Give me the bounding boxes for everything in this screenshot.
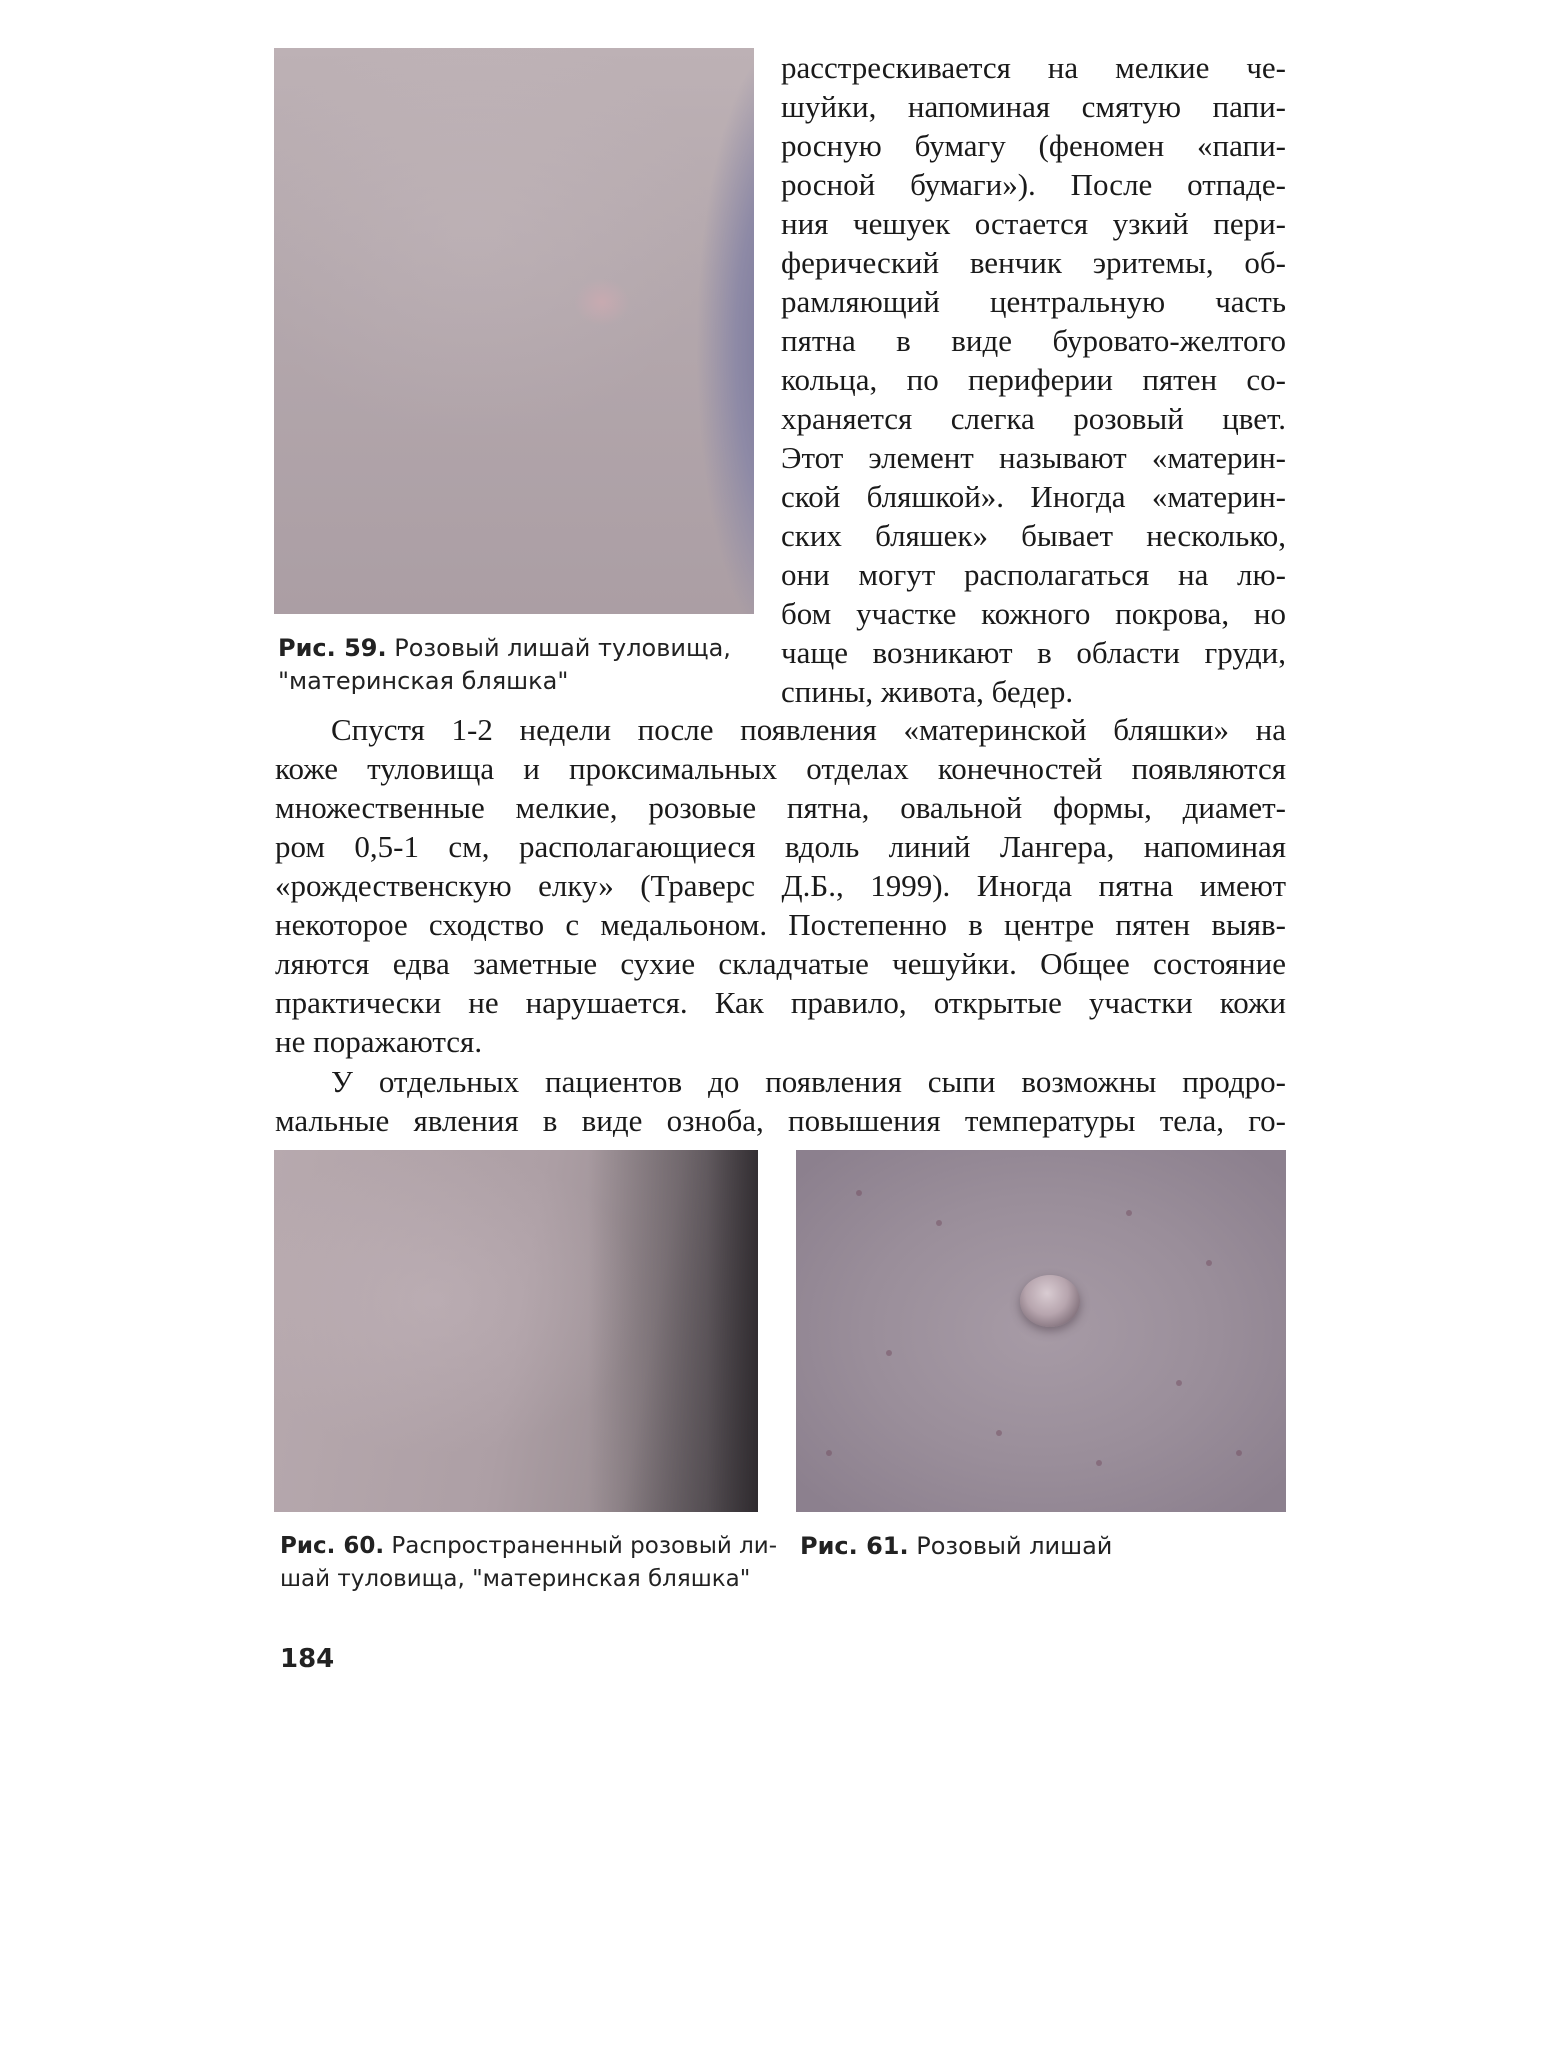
column-line: спины, живота, бедер. (781, 674, 1074, 709)
rash-spot (1126, 1210, 1132, 1216)
rash-spot (856, 1190, 862, 1196)
rash-spot (936, 1220, 942, 1226)
figure-59-caption (278, 632, 731, 698)
paragraph-line: «рождественскую елку» (Траверс Д.Б., 1999). Иногда пятна имеют (275, 868, 1286, 903)
figure-59-caption-line2: "материнская бляшка" (278, 667, 569, 695)
figure-60-caption (280, 1530, 777, 1596)
figure-60-caption-text1: Распространенный розовый ли- (391, 1533, 778, 1559)
navel-shape (1020, 1275, 1080, 1327)
figure-59-caption-text1: Розовый лишай туловища, (394, 634, 731, 662)
column-line: ской бляшкой». Иногда «материн- (781, 479, 1286, 514)
column-line: чаще возникают в области груди, (781, 635, 1286, 670)
column-line: бом участке кожного покрова, но (781, 596, 1286, 631)
paragraph-line: мальные явления в виде озноба, повышения температуры тела, го- (275, 1103, 1286, 1138)
figure-61-caption-text1: Розовый лишай (916, 1532, 1113, 1560)
figure-60-photo (274, 1150, 758, 1512)
rash-spot (1206, 1260, 1212, 1266)
figure-60-shadow (588, 1150, 758, 1512)
rash-spot (1236, 1450, 1242, 1456)
rash-spot (1096, 1460, 1102, 1466)
paragraph-2 (275, 1062, 1286, 1140)
figure-61-caption-line1 (800, 1530, 1112, 1563)
rash-spot (996, 1430, 1002, 1436)
column-line: росной бумаги»). После отпаде- (781, 167, 1286, 202)
column-line: кольца, по периферии пятен со- (781, 362, 1286, 397)
figure-59-shadow (644, 48, 754, 614)
paragraph-line: некоторое сходство с медальоном. Постепенно в центре пятен выяв- (275, 907, 1286, 942)
figure-60-caption-line1 (280, 1530, 777, 1563)
paragraph-line: практически не нарушается. Как правило, открытые участки кожи (275, 985, 1286, 1020)
paragraph-1 (275, 710, 1286, 1061)
column-line: храняется слегка розовый цвет. (781, 401, 1286, 436)
rash-spot (886, 1350, 892, 1356)
rash-spot (1176, 1380, 1182, 1386)
figure-61-photo (796, 1150, 1286, 1512)
figure-61-caption (800, 1530, 1112, 1563)
paragraph-line: множественные мелкие, розовые пятна, овальной формы, диамет- (275, 790, 1286, 825)
paragraph-line: Спустя 1-2 недели после появления «материнской бляшки» на (331, 712, 1286, 747)
column-line: они могут располагаться на лю- (781, 557, 1286, 592)
figure-60-label: Рис. 60. (280, 1533, 385, 1559)
figure-61-label: Рис. 61. (800, 1532, 909, 1560)
paragraph-line: У отдельных пациентов до появления сыпи возможны продро- (331, 1064, 1286, 1099)
column-line: расстрескивается на мелкие че- (781, 50, 1286, 85)
column-text (781, 48, 1286, 711)
column-line: пятна в виде буровато-желтого (781, 323, 1286, 358)
column-line: ния чешуек остается узкий пери- (781, 206, 1286, 241)
column-line: ферический венчик эритемы, об- (781, 245, 1286, 280)
figure-59-caption-line1 (278, 632, 731, 665)
rash-spot (826, 1450, 832, 1456)
column-line: рамляющий центральную часть (781, 284, 1286, 319)
column-line: ских бляшек» бывает несколько, (781, 518, 1286, 553)
figure-60-caption-line2: шай туловища, "материнская бляшка" (280, 1566, 751, 1592)
figure-59-label: Рис. 59. (278, 634, 387, 662)
column-line: шуйки, напоминая смятую папи- (781, 89, 1286, 124)
figure-59-photo (274, 48, 754, 614)
paragraph-line: не поражаются. (275, 1024, 483, 1059)
paragraph-line: коже туловища и проксимальных отделах конечностей появляются (275, 751, 1286, 786)
paragraph-line: ляются едва заметные сухие складчатые чешуйки. Общее состояние (275, 946, 1286, 981)
paragraph-line: ром 0,5-1 см, располагающиеся вдоль линий Лангера, напоминая (275, 829, 1286, 864)
column-line: росную бумагу (феномен «папи- (781, 128, 1286, 163)
column-line: Этот элемент называют «материн- (781, 440, 1286, 475)
page-number: 184 (280, 1644, 335, 1674)
